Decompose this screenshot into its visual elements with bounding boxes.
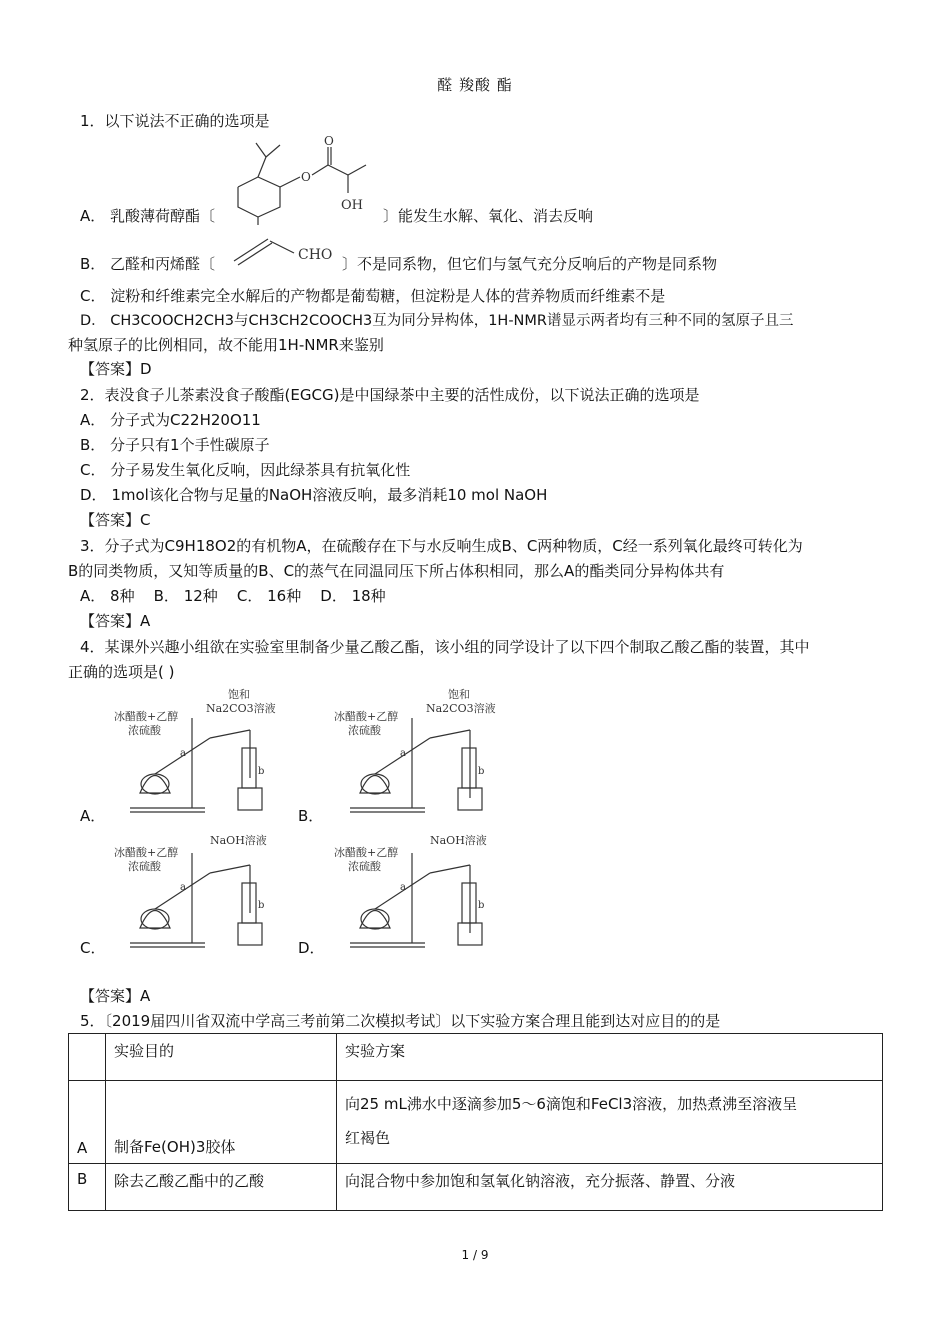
svg-text:冰醋酸+乙醇: 冰醋酸+乙醇 bbox=[114, 710, 179, 723]
q2-stem: 2．表没食子儿茶素没食子酸酯(EGCG)是中国绿茶中主要的活性成份，以下说法正确的选项是 bbox=[80, 386, 700, 404]
row-a-plan-line1: 向25 mL沸水中逐滴参加5～6滴饱和FeCl3溶液，加热煮沸至溶液呈 bbox=[345, 1095, 798, 1113]
table-row bbox=[69, 1164, 883, 1211]
svg-text:Na2CO3溶液: Na2CO3溶液 bbox=[206, 702, 276, 715]
q4-stem-line1: 4．某课外兴趣小组欲在实验室里制备少量乙酸乙酯，该小组的同学设计了以下四个制取乙酸乙酯的装置，其中 bbox=[80, 638, 810, 656]
apparatus-c-diagram bbox=[110, 828, 280, 953]
svg-text:a: a bbox=[180, 748, 186, 759]
q4-answer: 【答案】A bbox=[80, 987, 151, 1005]
row-a-label: A bbox=[69, 1081, 106, 1164]
svg-text:CHO: CHO bbox=[298, 247, 333, 263]
q3-answer: 【答案】A bbox=[80, 612, 151, 630]
svg-text:b: b bbox=[478, 766, 485, 777]
row-a-plan-line2: 红褐色 bbox=[345, 1129, 391, 1147]
q5-stem: 5．〔2019届四川省双流中学高三考前第二次模拟考试〕以下实验方案合理且能到达对应目的的是 bbox=[80, 1012, 721, 1030]
svg-text:冰醋酸+乙醇: 冰醋酸+乙醇 bbox=[114, 846, 179, 859]
q2-option-b: B． 分子只有1个手性碳原子 bbox=[80, 436, 270, 454]
svg-text:a: a bbox=[180, 882, 186, 893]
table-header-row bbox=[69, 1034, 883, 1081]
q2-option-d: D． 1mol该化合物与足量的NaOH溶液反响，最多消耗10 mol NaOH bbox=[80, 486, 548, 504]
svg-text:NaOH溶液: NaOH溶液 bbox=[430, 834, 487, 847]
svg-text:OH: OH bbox=[341, 198, 363, 213]
svg-text:NaOH溶液: NaOH溶液 bbox=[210, 834, 267, 847]
row-a-purpose: 制备Fe(OH)3胶体 bbox=[106, 1081, 337, 1164]
acrolein-structure bbox=[228, 233, 348, 269]
svg-text:b: b bbox=[478, 900, 485, 911]
svg-text:Na2CO3溶液: Na2CO3溶液 bbox=[426, 702, 496, 715]
q2-option-c: C． 分子易发生氧化反响，因此绿茶具有抗氧化性 bbox=[80, 461, 411, 479]
svg-text:b: b bbox=[258, 900, 265, 911]
q3-stem-line2: B的同类物质，又知等质量的B、C的蒸气在同温同压下所占体积相同，那么A的酯类同分异构体共有 bbox=[68, 562, 725, 580]
q1-option-b-prefix: B． 乙醛和丙烯醛〔 bbox=[80, 255, 216, 273]
q1-option-b-suffix: 〕不是同系物，但它们与氢气充分反响后的产物是同系物 bbox=[342, 255, 718, 273]
menthyl-lactate-structure bbox=[228, 135, 388, 225]
svg-text:冰醋酸+乙醇: 冰醋酸+乙醇 bbox=[334, 710, 399, 723]
q1-option-d-line2: 种氢原子的比例相同，故不能用1H-NMR来鉴别 bbox=[68, 336, 384, 354]
table-row bbox=[69, 1081, 883, 1164]
q1-option-c: C． 淀粉和纤维素完全水解后的产物都是葡萄糖，但淀粉是人体的营养物质而纤维素不是 bbox=[80, 287, 666, 305]
q2-option-a: A． 分子式为C22H20O11 bbox=[80, 411, 261, 429]
svg-text:O: O bbox=[324, 135, 334, 148]
row-b-plan: 向混合物中参加饱和氢氧化钠溶液，充分振落、静置、分液 bbox=[337, 1164, 883, 1211]
experiment-table bbox=[68, 1033, 883, 1211]
header-purpose: 实验目的 bbox=[106, 1034, 337, 1081]
svg-text:浓硫酸: 浓硫酸 bbox=[348, 724, 381, 737]
svg-text:浓硫酸: 浓硫酸 bbox=[348, 860, 381, 873]
q1-option-a-prefix: A． 乳酸薄荷醇酯〔 bbox=[80, 207, 216, 225]
svg-text:饱和: 饱和 bbox=[448, 688, 470, 701]
q1-stem: 1．以下说法不正确的选项是 bbox=[80, 112, 270, 130]
page-number: 1 / 9 bbox=[461, 1248, 489, 1262]
svg-text:浓硫酸: 浓硫酸 bbox=[128, 724, 161, 737]
svg-text:冰醋酸+乙醇: 冰醋酸+乙醇 bbox=[334, 846, 399, 859]
q3-stem-line1: 3．分子式为C9H18O2的有机物A，在硫酸存在下与水反响生成B、C两种物质，C经一系列氧化最终可转化为 bbox=[80, 537, 803, 555]
apparatus-d-diagram bbox=[330, 828, 500, 953]
svg-text:b: b bbox=[258, 766, 265, 777]
apparatus-a-diagram bbox=[110, 688, 280, 818]
page-title: 醛 羧酸 酯 bbox=[437, 76, 513, 94]
row-a-plan bbox=[337, 1081, 883, 1164]
q4-label-b: B． bbox=[298, 807, 324, 825]
row-b-label: B bbox=[69, 1164, 106, 1211]
row-b-purpose: 除去乙酸乙酯中的乙酸 bbox=[106, 1164, 337, 1211]
svg-text:a: a bbox=[400, 882, 406, 893]
svg-text:O: O bbox=[301, 170, 311, 184]
header-blank bbox=[69, 1034, 106, 1081]
q1-option-a-suffix: 〕能发生水解、氧化、消去反响 bbox=[383, 207, 594, 225]
q4-label-d: D． bbox=[298, 939, 325, 957]
q1-answer: 【答案】D bbox=[80, 360, 152, 378]
q4-label-c: C． bbox=[80, 939, 106, 957]
svg-text:饱和: 饱和 bbox=[228, 688, 250, 701]
q4-stem-line2: 正确的选项是( ) bbox=[68, 663, 175, 681]
apparatus-b-diagram bbox=[330, 688, 500, 818]
header-plan: 实验方案 bbox=[337, 1034, 883, 1081]
q4-label-a: A． bbox=[80, 807, 106, 825]
q1-option-d-line1: D． CH3COOCH2CH3与CH3CH2COOCH3互为同分异构体，1H-NMR谱显示两者均有三种不同的氢原子且三 bbox=[80, 313, 794, 329]
q2-answer: 【答案】C bbox=[80, 511, 151, 529]
svg-text:浓硫酸: 浓硫酸 bbox=[128, 860, 161, 873]
svg-text:a: a bbox=[400, 748, 406, 759]
q3-options: A． 8种 B． 12种 C． 16种 D． 18种 bbox=[80, 587, 386, 605]
